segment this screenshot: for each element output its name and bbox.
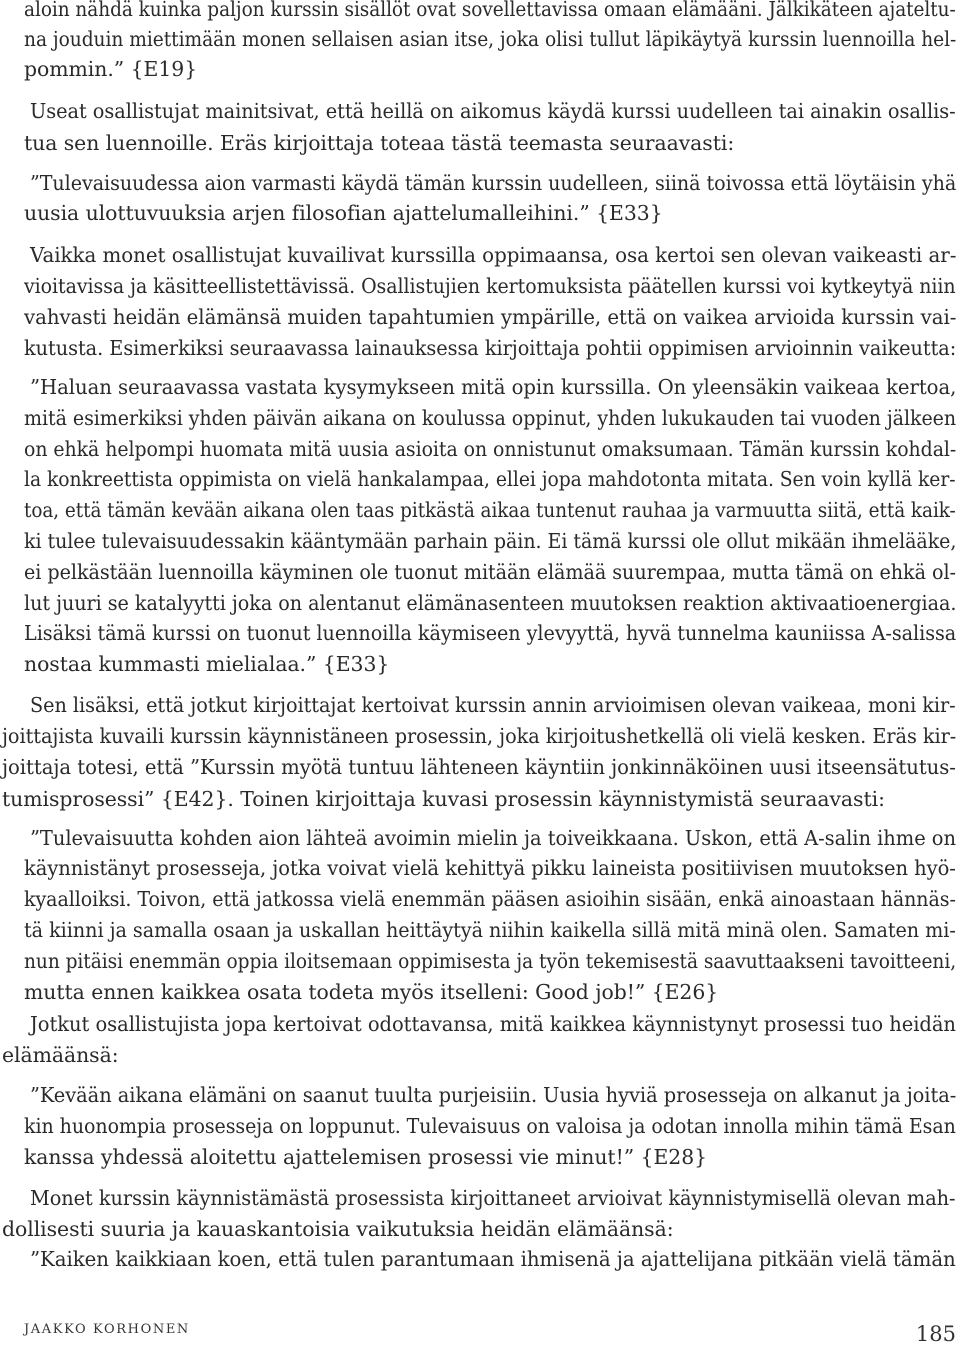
text-line: pommin.” {E19} [24,57,198,81]
text-line: ”Tulevaisuudessa aion varmasti käydä tämän kurssin uudelleen, siinä toivossa että löytäisin yhä [30,171,957,195]
text-line: ”Haluan seuraavassa vastata kysymykseen mitä opin kurssilla. On yleensäkin vaikeaa kertoa, [30,375,957,399]
text-line: kyaalloiksi. Toivon, että jatkossa vielä enemmän pääsen asioihin sisään, enkä ainoastaan hännäs- [24,887,956,911]
text-line: vioitavissa ja käsitteellistettävissä. Osallistujien kertomuksista päätellen kurssi voi kytkeytyä niin [24,274,956,298]
text-line: ki tulee tulevaisuudessakin kääntymään parhain päin. Ei tämä kurssi ole ollut mikään ihmelääke, [24,529,957,553]
text-line: uusia ulottuvuuksia arjen filosofian ajattelumalleihini.” {E33} [24,201,663,225]
text-line: elämäänsä: [2,1043,119,1067]
text-line: on ehkä helpompi huomata mitä uusia asioita on onnistunut omaksumaan. Tämän kurssin kohdal- [24,437,957,461]
text-line: Lisäksi tämä kurssi on tuonut luennoilla käymiseen ylevyyttä, hyvä tunnelma kauniissa A-salissa [24,621,957,645]
text-line: tumisprosessi” {E42}. Toinen kirjoittaja kuvasi prosessin käynnistymistä seuraavasti: [2,787,885,811]
text-line: tä kiinni ja samalla osaan ja uskallan heittäytyä niihin kaikella sillä mitä minä olen. Samaten mi- [24,918,956,942]
text-line: vahvasti heidän elämänsä muiden tapahtumien ympärille, että on vaikea arvioida kurssin vai- [24,305,957,329]
text-line: mutta ennen kaikkea osata todeta myös itselleni: Good job!” {E26} [24,980,719,1004]
text-line: mitä esimerkiksi yhden päivän aikana on koulussa oppinut, yhden lukukauden tai vuoden jälkeen [24,406,957,430]
text-line: käynnistänyt prosesseja, jotka voivat vielä kehittyä pikku laineista positiivisen muutoksen hyö- [24,856,956,880]
text-line: nun pitäisi enemmän oppia iloitsemaan oppimisesta ja työn tekemisestä saavuttaakseni tavoitteeni, [24,949,957,973]
text-line: joittajista kuvaili kurssin käynnistäneen prosessin, joka kirjoitushetkellä oli vielä kesken. Eräs kir- [2,724,957,748]
text-line: Jotkut osallistujista jopa kertoivat odottavansa, mitä kaikkea käynnistynyt prosessi tuo heidän [30,1012,956,1036]
text-line: nostaa kummasti mielialaa.” {E33} [24,652,390,676]
page-number: 185 [915,1322,956,1346]
text-line: la konkreettista oppimista on vielä hankalampaa, ellei jopa mahdotonta mitata. Sen voin kyllä ker- [24,467,956,491]
text-line: lut juuri se katalyytti joka on alentanut elämänasenteen muutoksen reaktion aktivaatioenergiaa. [24,591,957,615]
text-line: kutusta. Esimerkiksi seuraavassa lainauksessa kirjoittaja pohtii oppimisen arvioinnin vaikeutta: [24,336,957,360]
footer-author: JAAKKO KORHONEN [24,1322,190,1337]
text-line: tua sen luennoille. Eräs kirjoittaja toteaa tästä teemasta seuraavasti: [24,131,735,155]
text-line: kanssa yhdessä aloitettu ajattelemisen prosessi vie minut!” {E28} [24,1145,708,1169]
text-line: na jouduin miettimään monen sellaisen asian itse, joka olisi tullut läpikäytyä kurssin luennoilla hel- [24,27,957,51]
text-line: Vaikka monet osallistujat kuvailivat kurssilla oppimaansa, osa kertoi sen olevan vaikeasti ar- [30,243,957,267]
text-line: aloin nähdä kuinka paljon kurssin sisällöt ovat sovellettavissa omaan elämääni. Jälkikäteen ajateltu- [24,0,956,21]
text-line: toa, että tämän kevään aikana olen taas pitkästä aikaa tuntenut rauhaa ja varmuutta siitä, että kaik- [24,498,956,522]
text-line: ei pelkästään luennoilla käyminen ole tuonut mitään elämää suurempaa, mutta tämä on ehkä ol- [24,560,956,584]
text-line: ”Kevään aikana elämäni on saanut tuulta purjeisiin. Uusia hyviä prosesseja on alkanut ja joita- [30,1083,957,1107]
text-line: dollisesti suuria ja kauaskantoisia vaikutuksia heidän elämäänsä: [2,1217,674,1241]
text-line: Monet kurssin käynnistämästä prosessista kirjoittaneet arvioivat käynnistymisellä olevan mah- [30,1186,956,1210]
text-line: Useat osallistujat mainitsivat, että heillä on aikomus käydä kurssi uudelleen tai ainakin osallis- [30,99,956,123]
text-line: joittaja totesi, että ”Kurssin myötä tuntuu lähteneen käyntiin jonkinnäköinen uusi itseensätutus- [2,755,956,779]
text-line: kin huonompia prosesseja on loppunut. Tulevaisuus on valoisa ja odotan innolla mihin tämä Esan [24,1114,956,1138]
text-line: ”Tulevaisuutta kohden aion lähteä avoimin mielin ja toiveikkaana. Uskon, että A-salin ihme on [30,826,956,850]
text-line: ”Kaiken kaikkiaan koen, että tulen parantumaan ihmisenä ja ajattelijana pitkään vielä tämän [30,1247,956,1271]
text-line: Sen lisäksi, että jotkut kirjoittajat kertoivat kurssin annin arvioimisen olevan vaikeaa, moni kir- [30,693,956,717]
